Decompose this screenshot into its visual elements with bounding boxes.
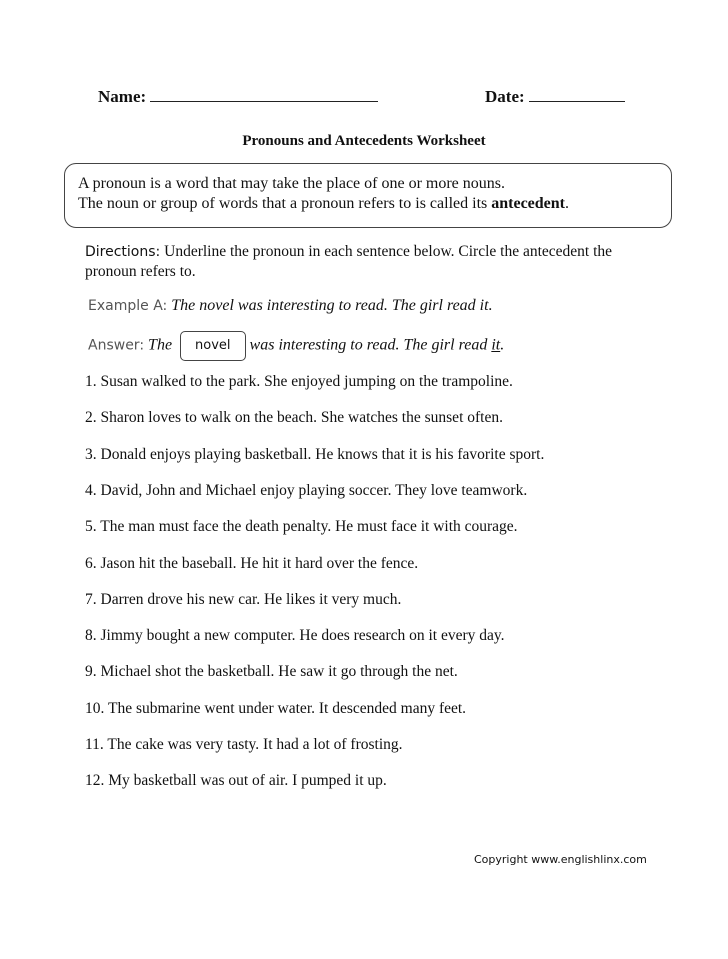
list-item: 12. My basketball was out of air. I pumped it up. xyxy=(85,772,387,789)
answer-underlined-pronoun: it xyxy=(491,336,501,354)
date-label: Date: xyxy=(485,87,525,106)
definition-line-1: A pronoun is a word that may take the place of one or more nouns. xyxy=(78,175,505,192)
list-item: 7. Darren drove his new car. He likes it very much. xyxy=(85,591,402,608)
definition-text: The noun or group of words that a pronoun refers to is called its xyxy=(78,195,492,212)
date-field[interactable] xyxy=(485,87,625,107)
definition-period: . xyxy=(565,195,569,212)
answer-label: Answer: xyxy=(88,337,145,354)
answer-pre: The xyxy=(148,336,173,354)
answer-post: was interesting to read. The girl read xyxy=(249,336,492,354)
list-item: 9. Michael shot the basketball. He saw it go through the net. xyxy=(85,663,458,680)
list-item: 3. Donald enjoys playing basketball. He knows that it is his favorite sport. xyxy=(85,446,545,463)
copyright: Copyright www.englishlinx.com xyxy=(474,853,647,866)
directions-label: Directions: xyxy=(85,244,161,260)
list-item: 8. Jimmy bought a new computer. He does research on it every day. xyxy=(85,627,505,644)
definition-line-2 xyxy=(78,194,671,214)
directions xyxy=(85,242,665,282)
antecedent-term: antecedent xyxy=(491,195,565,212)
list-item: 11. The cake was very tasty. It had a lot of frosting. xyxy=(85,736,403,753)
name-field[interactable] xyxy=(98,87,378,107)
example-text: The novel was interesting to read. The girl read it. xyxy=(171,297,493,314)
answer xyxy=(88,331,504,361)
directions-text: Underline the pronoun in each sentence below. Circle the antecedent the pronoun refers to. xyxy=(85,243,613,280)
date-blank[interactable] xyxy=(529,87,625,102)
list-item: 6. Jason hit the baseball. He hit it hard over the fence. xyxy=(85,555,419,572)
list-item: 4. David, John and Michael enjoy playing soccer. They love teamwork. xyxy=(85,482,528,499)
example xyxy=(88,297,493,315)
list-item: 2. Sharon loves to walk on the beach. She watches the sunset often. xyxy=(85,409,503,426)
worksheet-title: Pronouns and Antecedents Worksheet xyxy=(242,133,486,149)
definition-box xyxy=(64,163,672,228)
list-item: 1. Susan walked to the park. She enjoyed jumping on the trampoline. xyxy=(85,373,513,390)
list-item: 10. The submarine went under water. It descended many feet. xyxy=(85,700,467,717)
name-label: Name: xyxy=(98,87,147,106)
answer-circled-antecedent: novel xyxy=(180,331,246,361)
example-label: Example A: xyxy=(88,298,168,314)
name-blank[interactable] xyxy=(150,87,378,102)
answer-end: . xyxy=(500,336,505,354)
list-item: 5. The man must face the death penalty. He must face it with courage. xyxy=(85,518,518,535)
